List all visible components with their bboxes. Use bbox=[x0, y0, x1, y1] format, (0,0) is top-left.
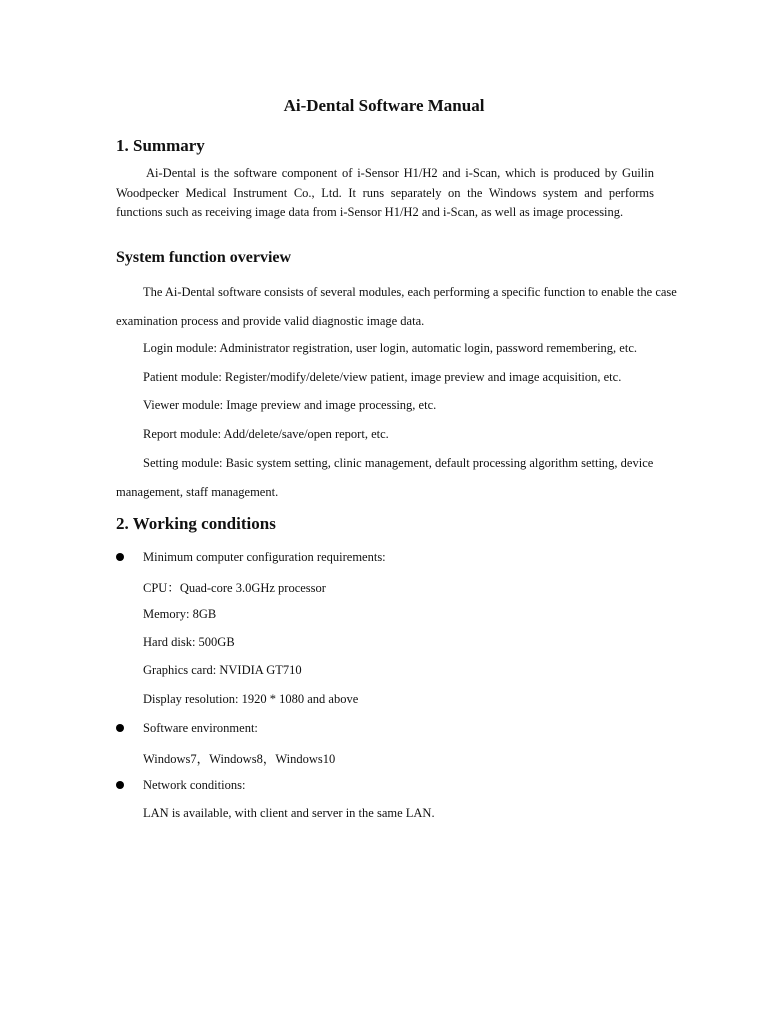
section-heading-overview: System function overview bbox=[116, 249, 292, 266]
module-item-report: Report module: Add/delete/save/open report, etc. bbox=[143, 427, 389, 441]
section-heading-summary: 1. Summary bbox=[116, 136, 205, 155]
bullet-icon bbox=[116, 724, 124, 732]
section-heading-working-conditions: 2. Working conditions bbox=[116, 514, 276, 533]
hardware-item-cpu: CPU：Quad-core 3.0GHz processor bbox=[143, 581, 326, 595]
module-item-viewer: Viewer module: Image preview and image processing, etc. bbox=[143, 398, 437, 412]
overview-intro-paragraph: The Ai-Dental software consists of several modules, each performing a specific function to enable the case examination process and provide valid diagnostic image data. bbox=[116, 285, 677, 328]
module-item-login: Login module: Administrator registration, user login, automatic login, password remembering, etc. bbox=[143, 341, 637, 355]
software-environment-value: Windows7，Windows8，Windows10 bbox=[143, 752, 336, 766]
summary-paragraph: Ai-Dental is the software component of i-Sensor H1/H2 and i-Scan, which is produced by Guilin Woodpecker Medical Instrument Co., Ltd. It runs separately on the Windows system and performs functions such as receiving image data from i-Sensor H1/H2 and i-Scan, as well as image processing. bbox=[116, 166, 654, 219]
hardware-item-memory: Memory: 8GB bbox=[143, 607, 217, 621]
module-item-patient: Patient module: Register/modify/delete/view patient, image preview and image acquisition, etc. bbox=[143, 370, 622, 384]
software-environment-label: Software environment: bbox=[143, 721, 258, 735]
network-conditions-value: LAN is available, with client and server in the same LAN. bbox=[143, 806, 435, 820]
hardware-item-graphics-card: Graphics card: NVIDIA GT710 bbox=[143, 663, 302, 677]
hardware-item-hard-disk: Hard disk: 500GB bbox=[143, 635, 235, 649]
network-conditions-label: Network conditions: bbox=[143, 778, 246, 792]
document-title: Ai-Dental Software Manual bbox=[283, 96, 485, 115]
bullet-icon bbox=[116, 553, 124, 561]
hardware-item-display-resolution: Display resolution: 1920 * 1080 and above bbox=[143, 692, 359, 706]
hardware-requirements-label: Minimum computer configuration requirements: bbox=[143, 550, 386, 564]
module-item-setting: Setting module: Basic system setting, clinic management, default processing algorithm setting, device management, staff management. bbox=[116, 456, 654, 499]
bullet-icon bbox=[116, 781, 124, 789]
